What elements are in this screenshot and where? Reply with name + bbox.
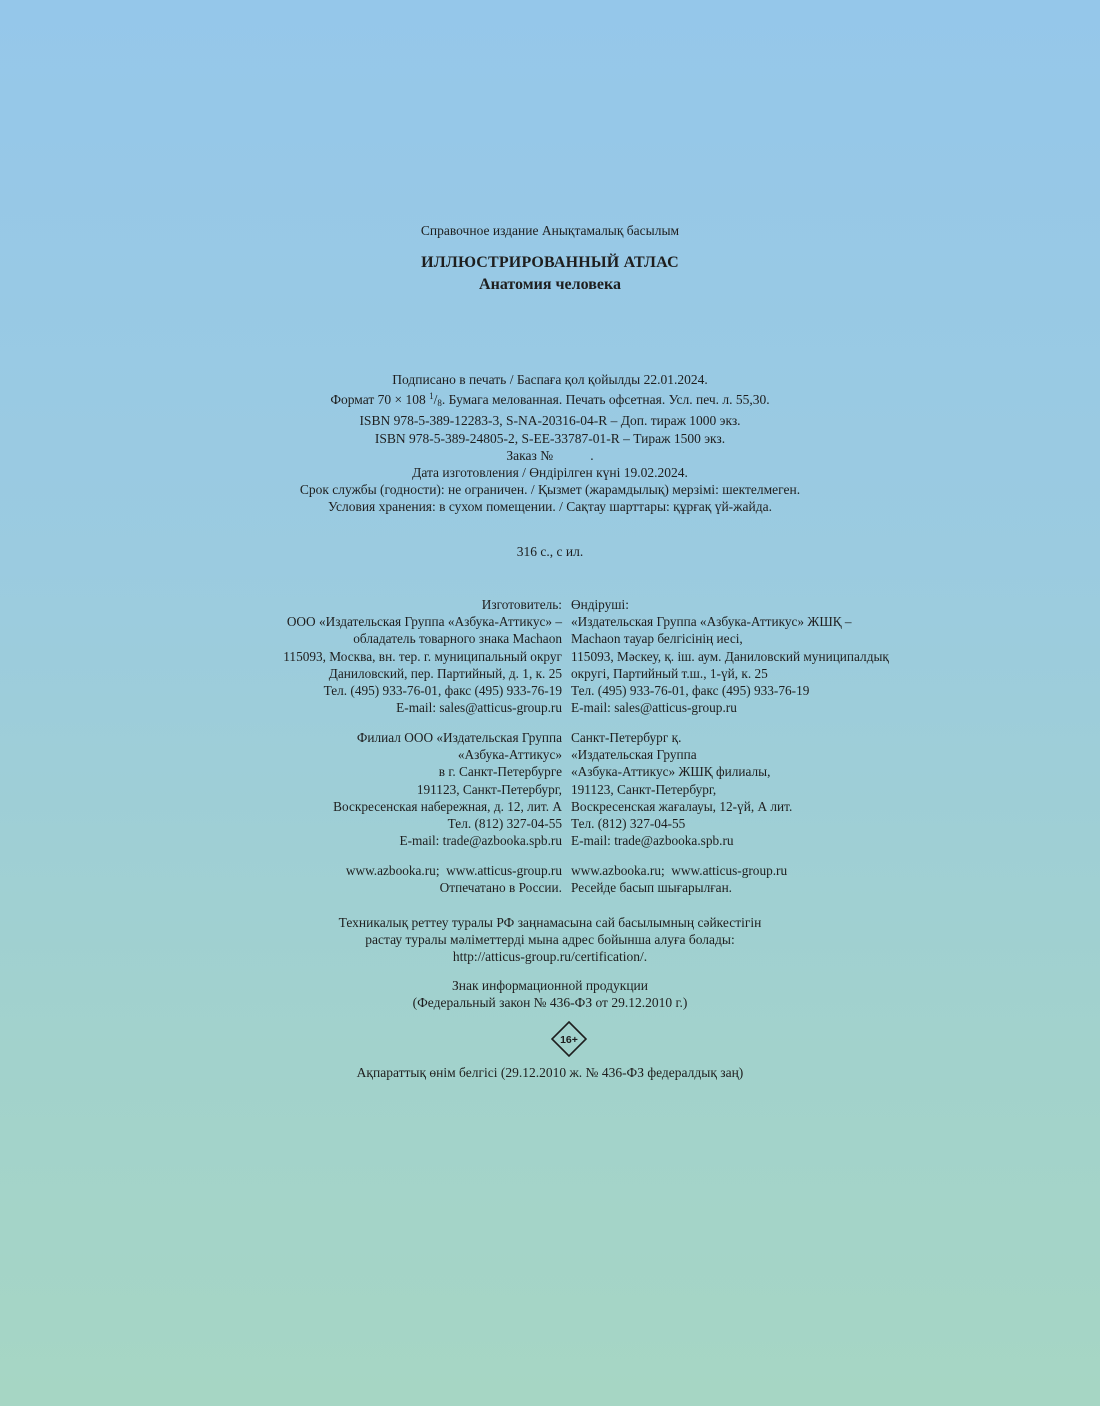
age-rating-badge (551, 1021, 587, 1057)
manufacturer-ru (0, 596, 566, 716)
certification-line: растау туралы мәліметтерді мына адрес бойынша алуға болады: (365, 932, 735, 948)
web-ru (0, 862, 566, 896)
imprint-service: Срок службы (годности): не ограничен. / Қызмет (жарамдылық) мерзімі: шектелмеген. (299, 482, 801, 498)
branch-kz-line: «Азбука-Аттикус» ЖШҚ филиалы, (571, 764, 771, 780)
format-numerator: 1 (429, 391, 434, 402)
branch-kz (566, 729, 1100, 849)
manufacturer-kz-line: «Издательская Группа «Азбука-Аттикус» ЖШҚ – (571, 614, 852, 630)
format-slash: / (433, 392, 438, 408)
imprint-isbn-2: ISBN 978-5-389-24805-2, S-EE-33787-01-R – Тираж 1500 экз. (374, 430, 726, 446)
manufacturer-ru-line: ООО «Издательская Группа «Азбука-Аттикус» – (286, 614, 562, 630)
imprint-order: Заказ № . (506, 447, 594, 463)
branch-ru-line: Тел. (812) 327-04-55 (447, 816, 562, 832)
branch-ru (0, 729, 566, 849)
imprint-block (0, 371, 1100, 516)
imprint-storage: Условия хранения: в сухом помещении. / Сақтау шарттары: құрғақ үй-жайда. (328, 499, 772, 515)
manufacturer-kz-line: Тел. (495) 933-76-01, факс (495) 933-76-19 (571, 683, 810, 699)
format-denominator: 8 (437, 398, 442, 409)
branch-kz-line: «Издательская Группа (571, 747, 697, 763)
format-prefix: Формат 70 × 108 (330, 392, 430, 408)
branch-kz-line: Тел. (812) 327-04-55 (571, 816, 686, 832)
branch-ru-line: Воскресенская набережная, д. 12, лит. А (333, 798, 562, 814)
manufacturer-ru-line: обладатель товарного знака Machaon (353, 631, 562, 647)
manufacturer-kz-line: округі, Партийный т.ш., 1-үй, к. 25 (571, 665, 768, 681)
info-product-line: Знак информационной продукции (451, 978, 649, 993)
branch-block (0, 729, 1100, 849)
web-kz (566, 862, 1100, 896)
book-title: ИЛЛЮСТРИРОВАННЫЙ АТЛАС (421, 254, 679, 271)
imprint-format (0, 388, 1100, 412)
websites-link[interactable]: www.azbooka.ru; www.atticus-group.ru (571, 863, 788, 878)
printed-in-russia: Отпечатано в России. (439, 880, 562, 896)
manufacturer-kz-line: E-mail: sales@atticus-group.ru (571, 700, 737, 716)
info-product-law: (Федеральный закон № 436-ФЗ от 29.12.2010 г.) (412, 995, 688, 1011)
branch-kz-line: Санкт-Петербург қ. (571, 730, 682, 745)
age-rating-text: 16+ (560, 1033, 578, 1046)
printed-in-russia-kz: Ресейде басып шығарылған. (571, 880, 733, 896)
web-block (0, 862, 1100, 896)
manufacturer-kz-line: Өндіруші: (571, 597, 629, 612)
branch-ru-line: Филиал ООО «Издательская Группа (356, 730, 562, 745)
certification-url[interactable]: http://atticus-group.ru/certification/. (452, 949, 648, 965)
info-product-sign-kz: Ақпараттық өнім белгісі (29.12.2010 ж. № 436-ФЗ федералдық заң) (356, 1065, 744, 1080)
branch-ru-line: в г. Санкт-Петербурге (438, 764, 562, 780)
page-count: 316 с., с ил. (516, 544, 584, 559)
imprint-isbn-1: ISBN 978-5-389-12283-3, S-NA-20316-04-R – Доп. тираж 1000 экз. (359, 413, 741, 429)
branch-ru-line: «Азбука-Аттикус» (457, 747, 562, 763)
format-suffix: . Бумага мелованная. Печать офсетная. Усл. печ. л. 55,30. (441, 392, 770, 408)
manufacturer-kz (566, 596, 1100, 716)
branch-kz-line: Воскресенская жағалауы, 12-үй, А лит. (571, 798, 793, 814)
manufacturer-kz-line: Machaon тауар белгісінің иесі, (571, 631, 743, 647)
branch-kz-line: 191123, Санкт-Петербург, (571, 781, 717, 797)
certification-line: Техникалық реттеу туралы РФ заңнамасына сай басылымның сәйкестігін (338, 915, 762, 930)
info-product-sign (0, 977, 1100, 1011)
imprint-made: Дата изготовления / Өндірілген күні 19.02.2024. (412, 465, 688, 481)
branch-kz-line: E-mail: trade@azbooka.spb.ru (571, 833, 734, 849)
manufacturer-ru-line: Тел. (495) 933-76-01, факс (495) 933-76-19 (323, 683, 562, 699)
websites-link[interactable]: www.azbooka.ru; www.atticus-group.ru (345, 863, 562, 878)
certification-block (0, 914, 1100, 966)
branch-ru-line: E-mail: trade@azbooka.spb.ru (399, 833, 562, 849)
branch-ru-line: 191123, Санкт-Петербург, (416, 781, 562, 797)
manufacturer-ru-line: Даниловский, пер. Партийный, д. 1, к. 25 (328, 665, 562, 681)
book-subtitle: Анатомия человека (479, 276, 621, 293)
edition-kind: Справочное издание Анықтамалық басылым (420, 223, 680, 238)
manufacturer-kz-line: 115093, Мәскеу, қ. іш. аум. Даниловский муниципалдық (571, 648, 889, 664)
manufacturer-block (0, 596, 1100, 716)
imprint-signed: Подписано в печать / Баспаға қол қойылды 22.01.2024. (392, 372, 708, 387)
manufacturer-ru-line: E-mail: sales@atticus-group.ru (396, 700, 562, 716)
manufacturer-ru-line: 115093, Москва, вн. тер. г. муниципальный округ (283, 648, 562, 664)
manufacturer-ru-line: Изготовитель: (481, 597, 562, 612)
